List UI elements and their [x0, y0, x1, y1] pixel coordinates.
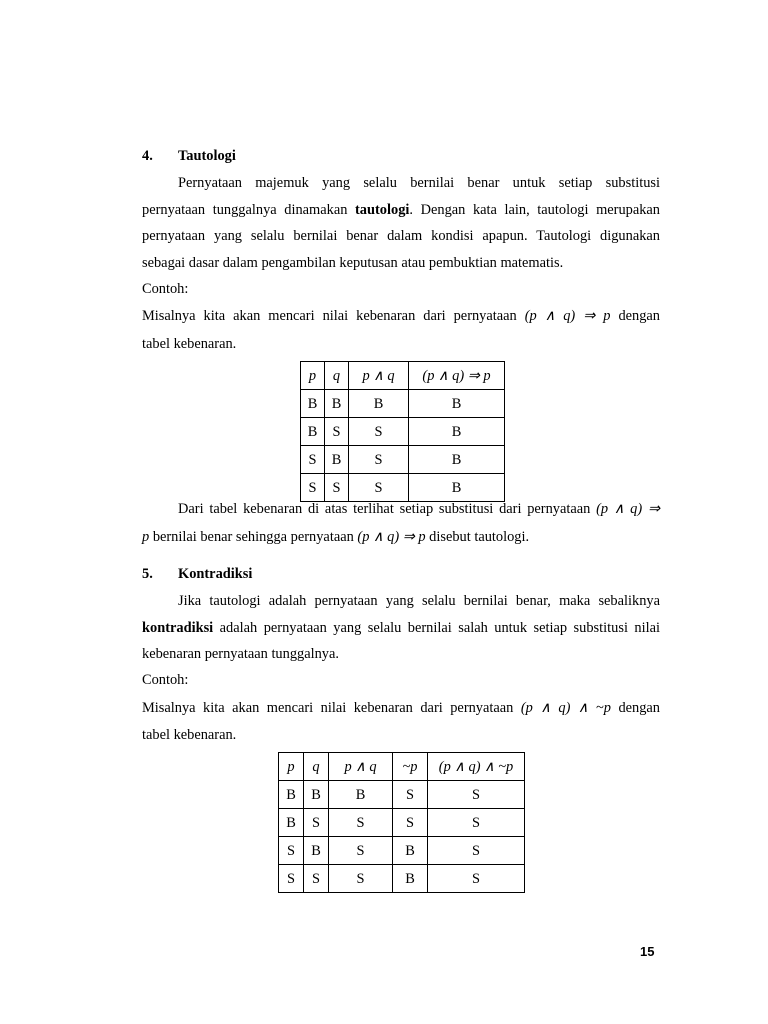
text-run: dengan — [618, 308, 660, 324]
table-cell: B — [393, 837, 428, 865]
paragraph-line: Jika tautologi adalah pernyataan yang selalu bernilai benar, maka sebaliknya — [178, 593, 660, 609]
paragraph-line — [142, 528, 660, 546]
table-cell: B — [279, 781, 304, 809]
table-cell: B — [409, 446, 505, 474]
section-5-heading — [142, 565, 660, 583]
table-cell: B — [329, 781, 393, 809]
column-header: p — [279, 753, 304, 781]
column-header: q — [325, 362, 349, 390]
table-cell: S — [301, 474, 325, 502]
paragraph-line — [142, 699, 660, 717]
table-cell: S — [304, 865, 329, 893]
column-header: p — [301, 362, 325, 390]
paragraph-line: pernyataan yang selalu bernilai benar dalam kondisi apapun. Tautologi digunakan — [142, 228, 660, 244]
term-kontradiksi: kontradiksi — [142, 620, 214, 636]
paragraph-line — [142, 307, 660, 325]
column-header: ~p — [393, 753, 428, 781]
paragraph-line — [142, 619, 660, 637]
table-cell: B — [409, 390, 505, 418]
paragraph-line: tabel kebenaran. — [142, 727, 237, 743]
truth-table-tautologi — [300, 361, 505, 502]
text-run: bernilai benar sehingga pernyataan — [152, 529, 354, 545]
table-cell: S — [279, 837, 304, 865]
table-cell: S — [325, 474, 349, 502]
paragraph-line — [142, 500, 660, 518]
table-cell: B — [301, 418, 325, 446]
paragraph-line: sebagai dasar dalam pengambilan keputusan atau pembuktian matematis. — [142, 255, 564, 271]
table-row — [279, 809, 525, 837]
table-cell: B — [409, 418, 505, 446]
column-header: p ∧ q — [329, 753, 393, 781]
table-cell: S — [329, 837, 393, 865]
term-tautologi: tautologi — [355, 202, 410, 218]
section-title: Tautologi — [178, 148, 236, 164]
section-number: 5. — [142, 566, 153, 582]
paragraph-line: kebenaran pernyataan tunggalnya. — [142, 646, 339, 662]
table-cell: B — [393, 865, 428, 893]
text-run: Dari tabel kebenaran di atas terlihat setiap substitusi dari pernyataan — [178, 501, 591, 517]
table-cell: B — [304, 781, 329, 809]
table-cell: S — [349, 474, 409, 502]
math-expression: (p ∧ q) ⇒ — [596, 501, 660, 517]
table-cell: S — [301, 446, 325, 474]
text-run: Misalnya kita akan mencari nilai kebenaran dari pernyataan — [142, 308, 517, 324]
table-cell: S — [349, 446, 409, 474]
section-4-heading — [142, 147, 660, 165]
column-header: q — [304, 753, 329, 781]
table-cell: B — [349, 390, 409, 418]
table-cell: S — [428, 837, 525, 865]
table-cell: S — [325, 418, 349, 446]
table-cell: S — [428, 865, 525, 893]
table-cell: S — [428, 781, 525, 809]
table-row — [301, 390, 505, 418]
paragraph-line: tabel kebenaran. — [142, 336, 237, 352]
table-header-row — [301, 362, 505, 390]
text-run: adalah pernyataan yang selalu bernilai salah untuk setiap substitusi nilai — [213, 620, 660, 636]
column-header: p ∧ q — [349, 362, 409, 390]
table-row — [279, 781, 525, 809]
text-run: Misalnya kita akan mencari nilai kebenaran dari pernyataan — [142, 700, 514, 716]
paragraph-line — [142, 201, 660, 219]
table-cell: S — [428, 809, 525, 837]
column-header: (p ∧ q) ⇒ p — [409, 362, 505, 390]
page-number: 15 — [640, 944, 655, 959]
math-expression: (p ∧ q) ∧ ~p — [520, 700, 611, 716]
table-cell: S — [329, 809, 393, 837]
table-cell: S — [304, 809, 329, 837]
table-header-row — [279, 753, 525, 781]
table-cell: S — [279, 865, 304, 893]
math-expression: (p ∧ q) ⇒ p — [357, 529, 426, 545]
table-cell: B — [301, 390, 325, 418]
table-row — [301, 446, 505, 474]
paragraph-line: Pernyataan majemuk yang selalu bernilai benar untuk setiap substitusi — [178, 175, 660, 191]
math-expression: p — [142, 529, 150, 545]
table-cell: B — [325, 390, 349, 418]
truth-table-kontradiksi — [278, 752, 525, 893]
text-run: . Dengan kata lain, tautologi merupakan — [409, 202, 660, 218]
table-row — [279, 865, 525, 893]
math-expression: (p ∧ q) ⇒ p — [524, 308, 611, 324]
text-run: dengan — [618, 700, 660, 716]
table-row — [301, 418, 505, 446]
contoh-label: Contoh: — [142, 281, 189, 297]
table-cell: S — [329, 865, 393, 893]
section-number: 4. — [142, 148, 153, 164]
table-cell: B — [409, 474, 505, 502]
text-run: pernyataan tunggalnya dinamakan — [142, 202, 356, 218]
section-title: Kontradiksi — [178, 566, 253, 582]
table-cell: B — [304, 837, 329, 865]
contoh-label: Contoh: — [142, 672, 189, 688]
column-header: (p ∧ q) ∧ ~p — [428, 753, 525, 781]
table-cell: B — [325, 446, 349, 474]
table-cell: B — [279, 809, 304, 837]
table-cell: S — [349, 418, 409, 446]
table-row — [301, 474, 505, 502]
text-run: disebut tautologi. — [429, 529, 530, 545]
table-row — [279, 837, 525, 865]
table-cell: S — [393, 781, 428, 809]
table-cell: S — [393, 809, 428, 837]
